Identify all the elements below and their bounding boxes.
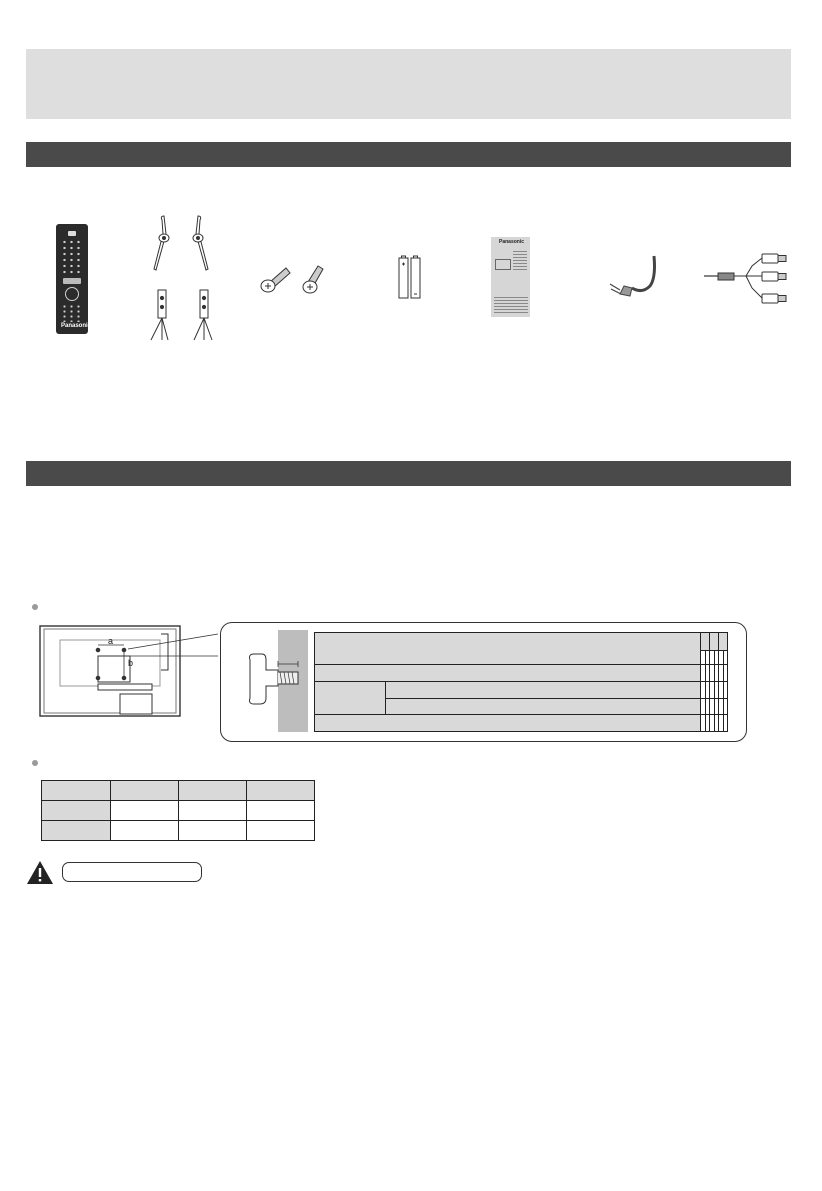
wall-mount-spec-table (314, 632, 728, 732)
bullet-point (32, 760, 38, 766)
section-bar-accessories (26, 142, 791, 167)
pedestal-stand-icon (146, 214, 226, 344)
av-adaptor-cable-icon (700, 254, 792, 308)
battery-icon (396, 254, 426, 300)
dimension-a-label: a (108, 636, 114, 646)
mains-lead-icon (606, 254, 662, 300)
tv-rear-view-diagram (40, 626, 220, 718)
remote-control-icon (56, 224, 92, 334)
section-bar-wall-bracket (26, 461, 791, 486)
small-spec-table (41, 780, 315, 841)
header-banner (26, 49, 791, 119)
wall-screw-depth-diagram (246, 630, 310, 734)
dimension-b-label: b (128, 658, 134, 668)
manual-brand-label: Panasonic (499, 239, 525, 245)
operating-instructions-booklet-icon (491, 237, 530, 317)
bullet-point (32, 604, 38, 610)
remote-brand-label: Panasonic (61, 323, 92, 329)
warning-icon (26, 860, 54, 886)
screw-icon (256, 260, 326, 300)
warning-label-box (62, 862, 202, 882)
